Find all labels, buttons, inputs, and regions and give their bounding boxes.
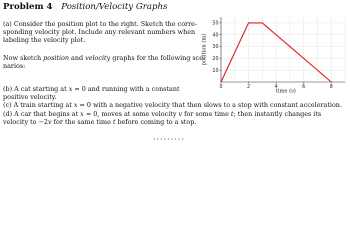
sketch-intro-line: narios: xyxy=(3,62,26,71)
continuation-dots: ········· xyxy=(153,135,185,144)
y-tick-label: 50 xyxy=(212,21,219,27)
x-axis-label: time (s) xyxy=(275,88,296,94)
x-tick-label: 0 xyxy=(219,85,223,91)
part-a-line: labeling the velocity plot. xyxy=(3,36,86,45)
sketch-intro-line: Now sketch position and velocity graphs for the following sce- xyxy=(3,54,206,62)
part-a-line: sponding velocity plot. Include any relevant numbers when xyxy=(3,28,196,37)
scenario-line: (b) A cat starting at x = 0 and running with a constant xyxy=(3,85,180,93)
sketch-intro-text xyxy=(3,54,205,70)
y-axis-label: position (m) xyxy=(201,33,208,66)
part-a-text xyxy=(3,20,197,45)
x-tick-label: 6 xyxy=(302,85,306,91)
y-tick-label: 20 xyxy=(212,57,219,63)
x-tick-label: 4 xyxy=(274,85,278,91)
chart-grid xyxy=(221,17,345,82)
y-tick-label: 30 xyxy=(212,45,219,51)
chart-axes xyxy=(221,17,345,82)
part-a-line: (a) Consider the position plot to the right. Sketch the corre- xyxy=(3,20,198,28)
y-tick-label: 10 xyxy=(212,68,219,74)
scenario-line: (d) A car that begins at x = 0, moves at some velocity v for some time t; then instantly changes its xyxy=(3,109,322,118)
x-tick-label: 2 xyxy=(247,85,251,91)
x-tick-label: 8 xyxy=(329,85,333,91)
position-chart-svg xyxy=(199,14,349,94)
problem-title: Position/Velocity Graphs xyxy=(61,2,168,12)
position-chart xyxy=(199,14,349,94)
scenario-line: velocity to −2v for the same time t before coming to a stop. xyxy=(3,117,197,126)
scenario-line: positive velocity. xyxy=(3,93,57,102)
problem-number: Problem 4 xyxy=(3,2,53,12)
y-tick-label: 40 xyxy=(212,33,219,39)
problem-heading xyxy=(3,2,167,12)
scenario-line: (c) A train starting at x = 0 with a negative velocity that then slows to a stop with constant acceleration. xyxy=(3,101,342,110)
